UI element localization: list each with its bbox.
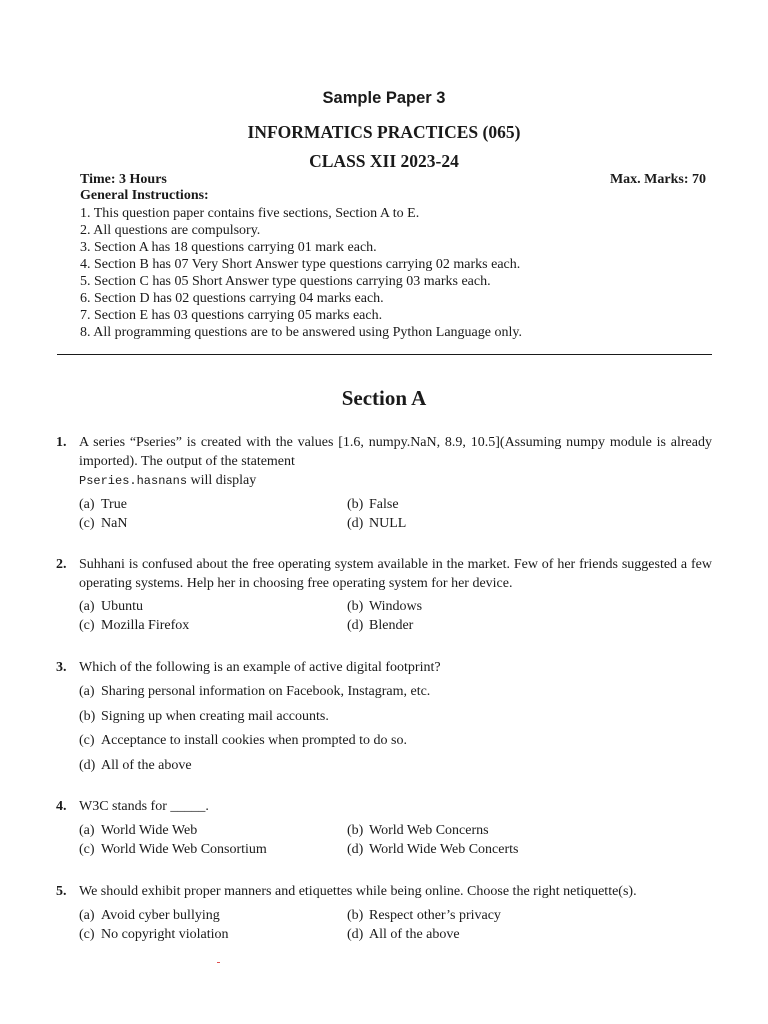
option: (b) World Web Concerns xyxy=(347,823,489,838)
option: (d) NULL xyxy=(347,516,407,531)
question-1 xyxy=(56,433,712,491)
instruction-item: 4. Section B has 07 Very Short Answer type questions carrying 02 marks each. xyxy=(80,257,521,272)
question-text: A series “Pseries” is created with the values [1.6, numpy.NaN, 8.9, 10.5](Assuming numpy module is already imported). The output of the statement Pseries.hasnans will display xyxy=(79,435,712,488)
option: (b) Windows xyxy=(347,599,423,614)
max-marks: Max. Marks: 70 xyxy=(609,172,706,187)
option: (a) Avoid cyber bullying xyxy=(79,908,220,923)
option: (c) Mozilla Firefox xyxy=(79,618,190,633)
question-text: Which of the following is an example of active digital footprint? xyxy=(79,660,441,675)
option: (a) True xyxy=(79,497,127,512)
option: (b) False xyxy=(347,497,399,512)
option: (d) World Wide Web Concerts xyxy=(347,842,519,857)
question-text: Suhhani is confused about the free operating system available in the market. Few of her friends suggested a few operating systems. Help her in choosing free operating system for her device. xyxy=(79,557,712,591)
instruction-item: 5. Section C has 05 Short Answer type questions carrying 03 marks each. xyxy=(80,274,491,289)
instruction-item: 6. Section D has 02 questions carrying 04 marks each. xyxy=(80,291,384,306)
sample-paper-title: Sample Paper 3 xyxy=(322,89,446,107)
question-number: 5. xyxy=(56,884,67,899)
instructions-heading: General Instructions: xyxy=(80,188,209,203)
option: (c) World Wide Web Consortium xyxy=(79,842,267,857)
subject-title: INFORMATICS PRACTICES (065) xyxy=(247,122,521,142)
question-number: 2. xyxy=(56,557,67,572)
option: (a) World Wide Web xyxy=(79,823,198,838)
option: (d) All of the above xyxy=(347,927,460,942)
question-number: 1. xyxy=(56,435,67,450)
question-number: 3. xyxy=(56,660,67,675)
option: (c) No copyright violation xyxy=(79,927,229,942)
instruction-item: 3. Section A has 18 questions carrying 01 mark each. xyxy=(80,240,377,255)
instructions-list xyxy=(80,205,522,341)
option: (d) All of the above xyxy=(79,758,192,773)
question-5 xyxy=(56,882,712,901)
option: (c) NaN xyxy=(79,516,128,531)
instruction-item: 1. This question paper contains five sections, Section A to E. xyxy=(80,206,420,221)
code-snippet: Pseries.hasnans xyxy=(79,474,188,488)
option: (c) Acceptance to install cookies when prompted to do so. xyxy=(79,733,407,748)
header-divider xyxy=(57,354,712,355)
option: (b) Signing up when creating mail accounts. xyxy=(79,709,329,724)
instruction-item: 7. Section E has 03 questions carrying 05 marks each. xyxy=(80,308,383,323)
instruction-item: 8. All programming questions are to be answered using Python Language only. xyxy=(80,325,522,340)
question-number: 4. xyxy=(56,799,67,814)
option: (b) Respect other’s privacy xyxy=(347,908,501,923)
instruction-item: 2. All questions are compulsory. xyxy=(80,223,261,238)
section-title: Section A xyxy=(341,386,427,410)
option: (a) Ubuntu xyxy=(79,599,143,614)
option: (a) Sharing personal information on Facebook, Instagram, etc. xyxy=(79,684,431,699)
question-text: W3C stands for _____. xyxy=(79,799,209,814)
class-title: CLASS XII 2023-24 xyxy=(309,151,459,171)
question-4 xyxy=(56,797,712,816)
question-2 xyxy=(56,555,712,593)
question-text: We should exhibit proper manners and etiquettes while being online. Choose the right netiquette(s). xyxy=(79,884,637,899)
option: (d) Blender xyxy=(347,618,414,633)
question-3 xyxy=(56,658,712,677)
stray-mark xyxy=(217,962,220,963)
time-allowed: Time: 3 Hours xyxy=(80,172,167,187)
